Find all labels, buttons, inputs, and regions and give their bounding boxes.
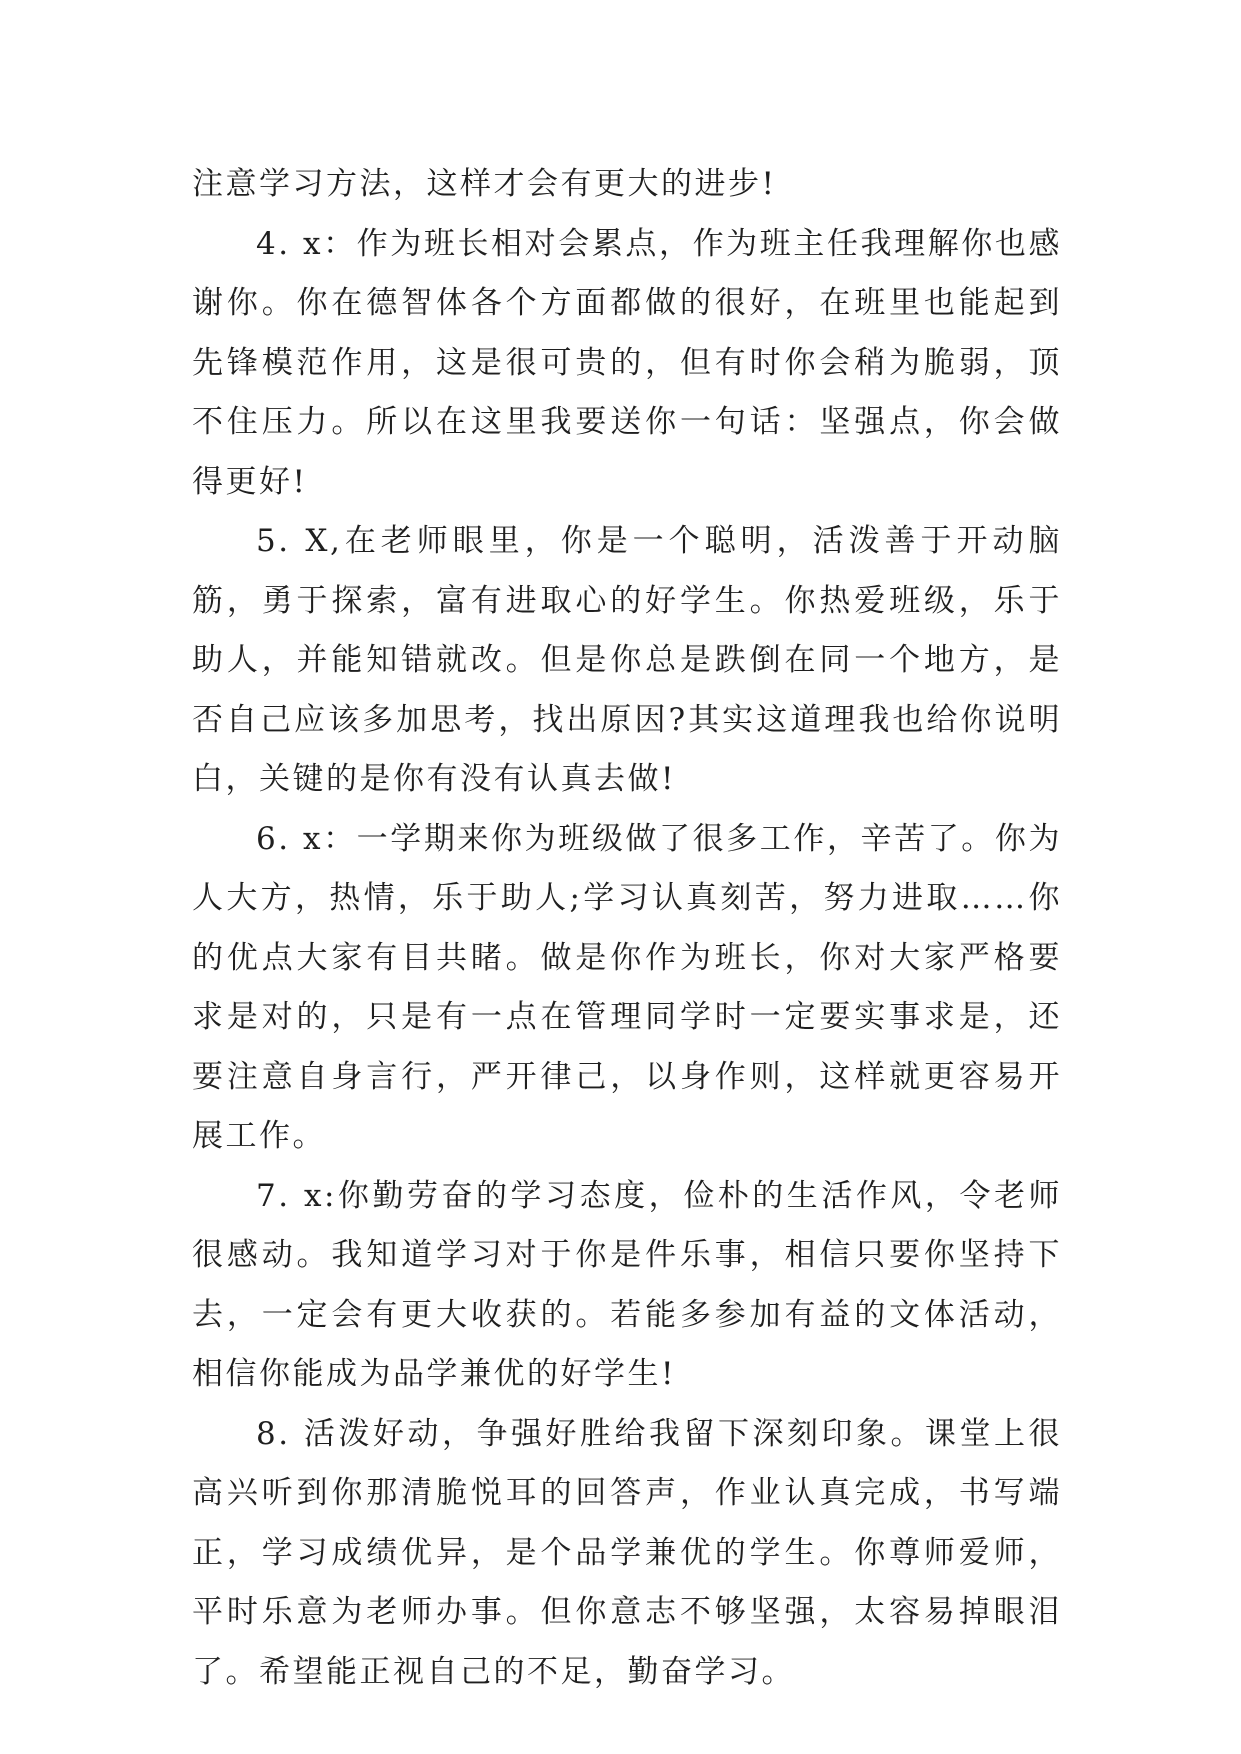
document-body [192, 155, 1062, 1702]
paragraph-comment-8: 8. 活泼好动，争强好胜给我留下深刻印象。课堂上很高兴听到你那清脆悦耳的回答声，作业认真完成，书写端正，学习成绩优异，是个品学兼优的学生。你尊师爱师，平时乐意为老师办事。但你意志不够坚强，太容易掉眼泪了。希望能正视自己的不足，勤奋学习。 [192, 1415, 1062, 1690]
paragraph-continuation: 注意学习方法，这样才会有更大的进步! [192, 166, 777, 202]
paragraph-comment-6: 6. x：一学期来你为班级做了很多工作，辛苦了。你为人大方，热情，乐于助人;学习认真刻苦，努力进取……你的优点大家有目共睹。做是你作为班长，你对大家严格要求是对的，只是有一点在管理同学时一定要实事求是，还要注意自身言行，严开律己，以身作则，这样就更容易开展工作。 [192, 820, 1062, 1154]
paragraph-comment-5: 5. X,在老师眼里，你是一个聪明，活泼善于开动脑筋，勇于探索，富有进取心的好学生。你热爱班级，乐于助人，并能知错就改。但是你总是跌倒在同一个地方，是否自己应该多加思考，找出原因?其实这道理我也给你说明白，关键的是你有没有认真去做! [192, 523, 1062, 797]
paragraph-comment-4: 4. x：作为班长相对会累点，作为班主任我理解你也感谢你。你在德智体各个方面都做的很好，在班里也能起到先锋模范作用，这是很可贵的，但有时你会稍为脆弱，顶不住压力。所以在这里我要送你一句话：坚强点，你会做得更好! [192, 225, 1062, 500]
paragraph-comment-7: 7. x:你勤劳奋的学习态度，俭朴的生活作风，令老师很感动。我知道学习对于你是件乐事，相信只要你坚持下去，一定会有更大收获的。若能多参加有益的文体活动，相信你能成为品学兼优的好学生! [192, 1177, 1062, 1392]
